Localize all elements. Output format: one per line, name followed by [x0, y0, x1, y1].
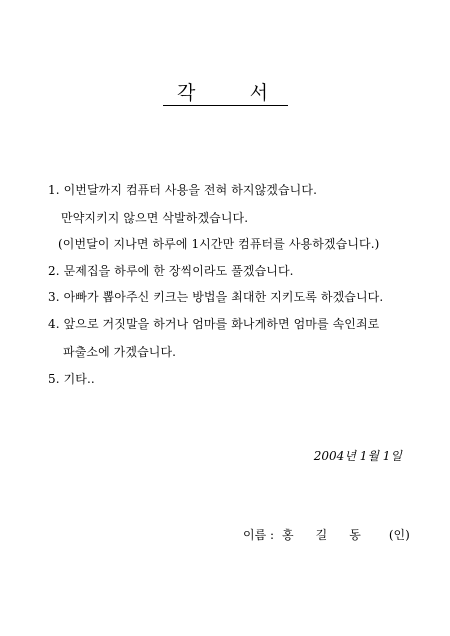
item-1: 1. 이번달까지 컴퓨터 사용을 전혀 하지않겠습니다.: [48, 183, 317, 197]
title-char-2: 서: [249, 82, 268, 104]
item-1-continuation: 만약지키지 않으면 삭발하겠습니다.: [61, 211, 249, 225]
signature-name-char-3: 동: [349, 528, 361, 542]
signature-name-char-1: 홍: [282, 528, 294, 542]
item-2: 2. 문제집을 하루에 한 장씩이라도 풀겠습니다.: [48, 264, 294, 278]
signature-line: [243, 526, 410, 543]
document-date: 2004년 1월 1일: [313, 449, 402, 463]
title-char-1: 각: [177, 82, 196, 104]
signature-label: 이름 :: [243, 528, 275, 542]
page-title: [163, 80, 288, 106]
item-3: 3. 아빠가 뽑아주신 키크는 방법을 최대한 지키도록 하겠습니다.: [48, 290, 384, 304]
signature-name-char-2: 길: [315, 528, 328, 542]
seal-mark: (인): [388, 528, 410, 542]
item-4-continuation: 파출소에 가겠습니다.: [63, 345, 177, 359]
item-4: 4. 앞으로 거짓말을 하거나 엄마를 화나게하면 엄마를 속인죄로: [48, 317, 380, 331]
item-5: 5. 기타..: [48, 372, 95, 386]
item-1-note: (이번달이 지나면 하루에 1시간만 컴퓨터를 사용하겠습니다.): [58, 237, 380, 251]
